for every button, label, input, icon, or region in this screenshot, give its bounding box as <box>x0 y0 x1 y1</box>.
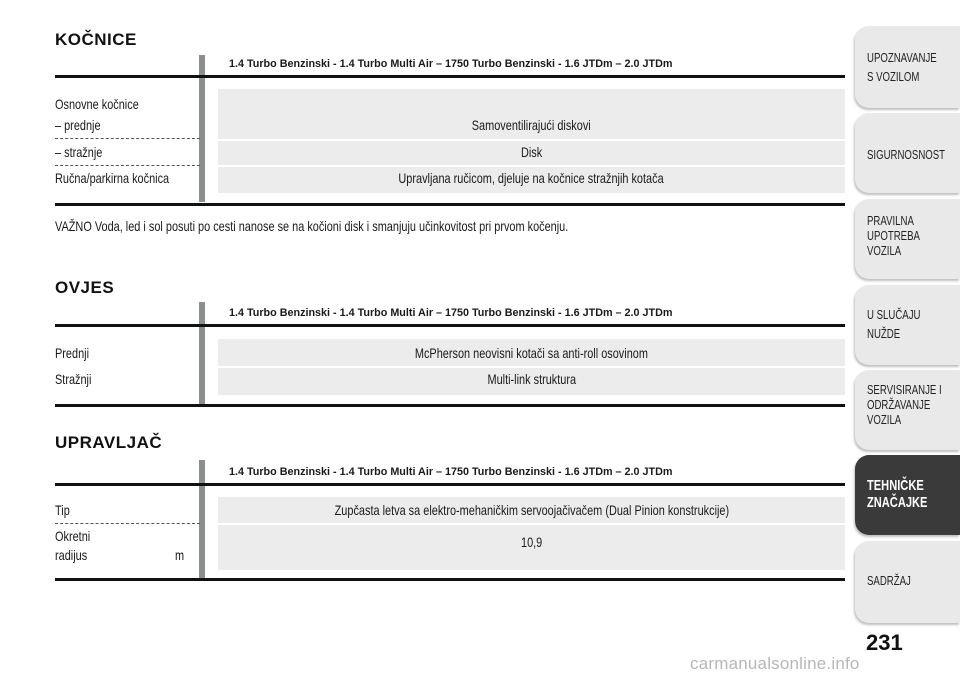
engine-header: 1.4 Turbo Benzinski - 1.4 Turbo Multi Air – 1750 Turbo Benzinski - 1.6 JTDm – 2.0 JTDm <box>229 58 673 70</box>
label-turning-radius-2: radijus <box>55 547 88 563</box>
table-bottom-rule <box>55 404 845 407</box>
row-separator <box>218 165 845 167</box>
row-separator <box>218 366 845 368</box>
tab-pravilna-upotreba[interactable]: PRAVILNA UPOTREBA VOZILA <box>855 199 960 279</box>
value-front-brakes: Samoventilirajući diskovi <box>472 117 591 133</box>
section-title-suspension: OVJES <box>55 278 115 297</box>
tab-upoznavanje[interactable]: UPOZNAVANJE S VOZILOM <box>855 26 960 108</box>
column-divider <box>199 302 205 404</box>
label-front-brakes: – prednje <box>55 117 101 133</box>
tab-servisiranje[interactable]: SERVISIRANJE I ODRŽAVANJE VOZILA <box>855 370 960 450</box>
page-number: 231 <box>866 630 903 655</box>
value-turning-radius: 10,9 <box>520 534 543 550</box>
value-steering-type: Zupčasta letva sa elektro-mehaničkim servoojačivačem (Dual Pinion konstrukcije) <box>334 502 729 518</box>
label-steering-type: Tip <box>55 502 70 518</box>
row-separator <box>218 139 845 141</box>
table-top-rule <box>55 483 845 486</box>
label-rear-brakes: – stražnje <box>55 144 103 160</box>
engine-header: 1.4 Turbo Benzinski - 1.4 Turbo Multi Air – 1750 Turbo Benzinski - 1.6 JTDm – 2.0 JTDm <box>229 307 673 319</box>
section-title-brakes: KOČNICE <box>55 30 137 49</box>
label-turning-radius-1: Okretni <box>55 528 91 544</box>
label-front-suspension: Prednji <box>55 345 90 361</box>
value-rear-brakes: Disk <box>520 144 543 160</box>
dashed-separator <box>55 523 200 524</box>
tab-u-slucaju-nuzde[interactable]: U SLUČAJU NUŽDE <box>855 285 960 365</box>
label-rear-suspension: Stražnji <box>55 371 92 387</box>
dashed-separator <box>55 138 200 139</box>
tab-sadrzaj[interactable]: SADRŽAJ <box>855 541 960 623</box>
label-parking-brake: Ručna/parkirna kočnica <box>55 170 170 186</box>
table-bottom-rule <box>55 578 845 581</box>
row-separator <box>218 523 845 525</box>
table-top-rule <box>55 324 845 327</box>
table-top-rule <box>55 75 845 78</box>
dashed-separator <box>55 165 200 166</box>
value-rear-suspension: Multi-link struktura <box>487 371 576 387</box>
label-main-brakes: Osnovne kočnice <box>55 96 139 112</box>
watermark: carmanualsonline.info <box>690 654 860 673</box>
engine-header: 1.4 Turbo Benzinski - 1.4 Turbo Multi Air – 1750 Turbo Benzinski - 1.6 JTDm – 2.0 JTDm <box>229 466 673 478</box>
label-unit-m: m <box>175 547 185 563</box>
important-note: VAŽNO Voda, led i sol posuti po cesti nanose se na kočioni disk i smanjuju učinkovitost pri prvom kočenju. <box>55 218 569 234</box>
value-front-suspension: McPherson neovisni kotači sa anti-roll osovinom <box>414 345 649 361</box>
tab-sigurnosnost[interactable]: SIGURNOSNOST <box>855 113 960 193</box>
section-title-steering: UPRAVLJAČ <box>55 433 163 452</box>
table-bottom-rule <box>55 203 845 206</box>
value-parking-brake: Upravljana ručicom, djeluje na kočnice stražnjih kotača <box>398 170 665 186</box>
tab-tehnicke-znacajke[interactable]: TEHNIČKE ZNAČAJKE <box>855 455 960 535</box>
column-divider <box>199 460 205 578</box>
